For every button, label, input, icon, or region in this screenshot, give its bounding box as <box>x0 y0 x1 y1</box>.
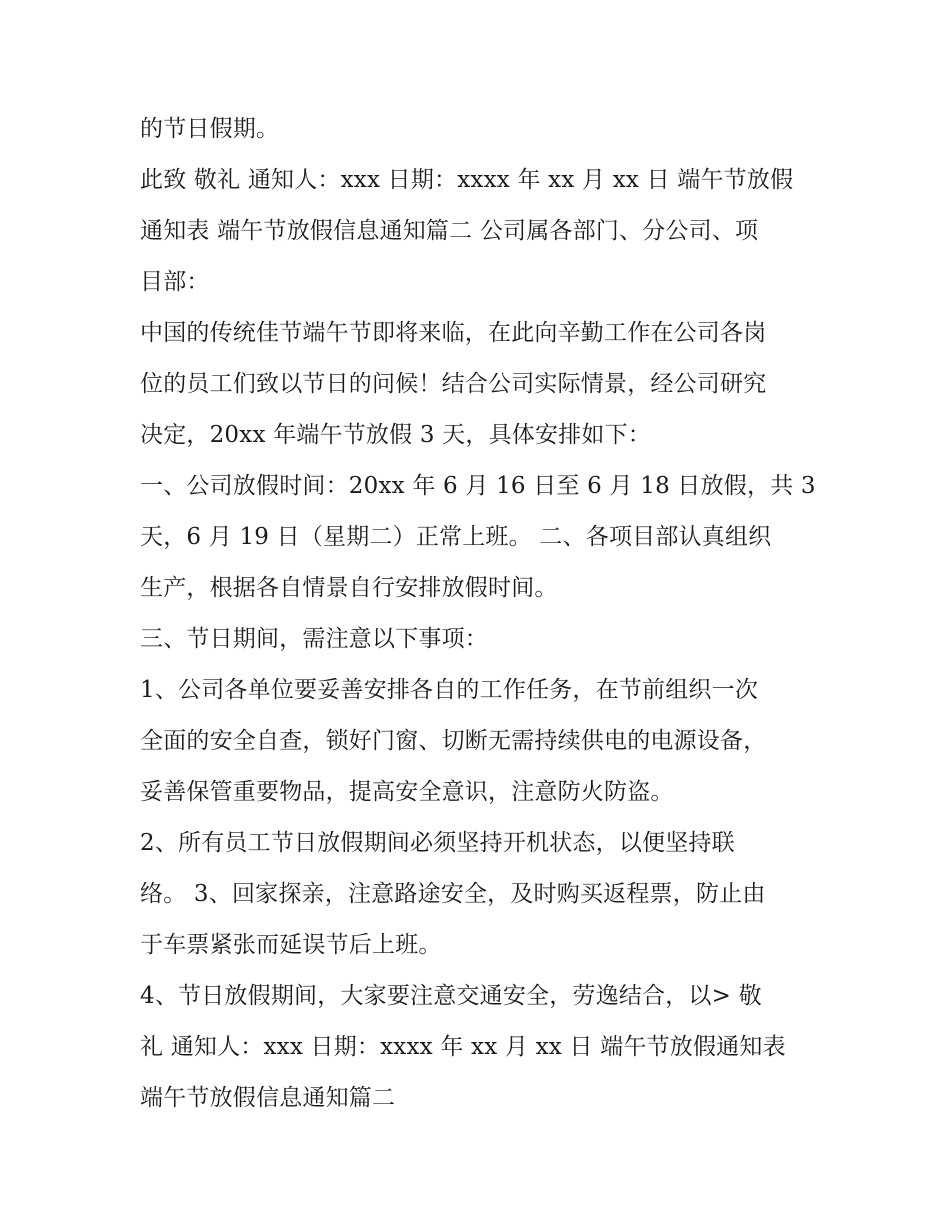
text-line: 端午节放假信息通知篇二 <box>140 1085 396 1111</box>
text-line: 礼 通知人：xxx 日期：xxxx 年 xx 月 xx 日 端午节放假通知表 <box>140 1034 786 1060</box>
text-line: 三、节日期间，需注意以下事项： <box>140 626 488 652</box>
text-line: 天，6 月 19 日（星期二）正常上班。 二、各项目部认真组织 <box>140 524 772 550</box>
text-line: 目部： <box>140 269 210 295</box>
text-line: 通知表 端午节放假信息通知篇二 公司属各部门、分公司、项 <box>140 218 759 244</box>
text-line: 此致 敬礼 通知人：xxx 日期：xxxx 年 xx 月 xx 日 端午节放假 <box>140 167 794 193</box>
text-line: 全面的安全自查，锁好门窗、切断无需持续供电的电源设备， <box>140 728 767 754</box>
text-line: 中国的传统佳节端午节即将来临，在此向辛勤工作在公司各岗 <box>140 320 767 346</box>
text-line: 1、公司各单位要妥善安排各自的工作任务，在节前组织一次 <box>140 677 759 703</box>
document-body <box>140 104 820 1124</box>
text-line: 一、公司放假时间：20xx 年 6 月 16 日至 6 月 18 日放假，共 3 <box>140 473 816 499</box>
text-line: 4、节日放假期间，大家要注意交通安全，劳逸结合，以> 敬 <box>140 983 762 1009</box>
text-line: 2、所有员工节日放假期间必须坚持开机状态，以便坚持联 <box>140 830 735 856</box>
text-line: 位的员工们致以节日的问候！结合公司实际情景，经公司研究 <box>140 371 767 397</box>
text-line: 于车票紧张而延误节后上班。 <box>140 932 442 958</box>
text-line: 妥善保管重要物品，提高安全意识，注意防火防盗。 <box>140 779 674 805</box>
text-line: 决定，20xx 年端午节放假 3 天，具体安排如下： <box>140 422 651 448</box>
text-line: 的节日假期。 <box>140 116 280 142</box>
text-line: 生产，根据各自情景自行安排放假时间。 <box>140 575 558 601</box>
text-line: 络。 3、回家探亲，注意路途安全，及时购买返程票，防止由 <box>140 881 766 907</box>
